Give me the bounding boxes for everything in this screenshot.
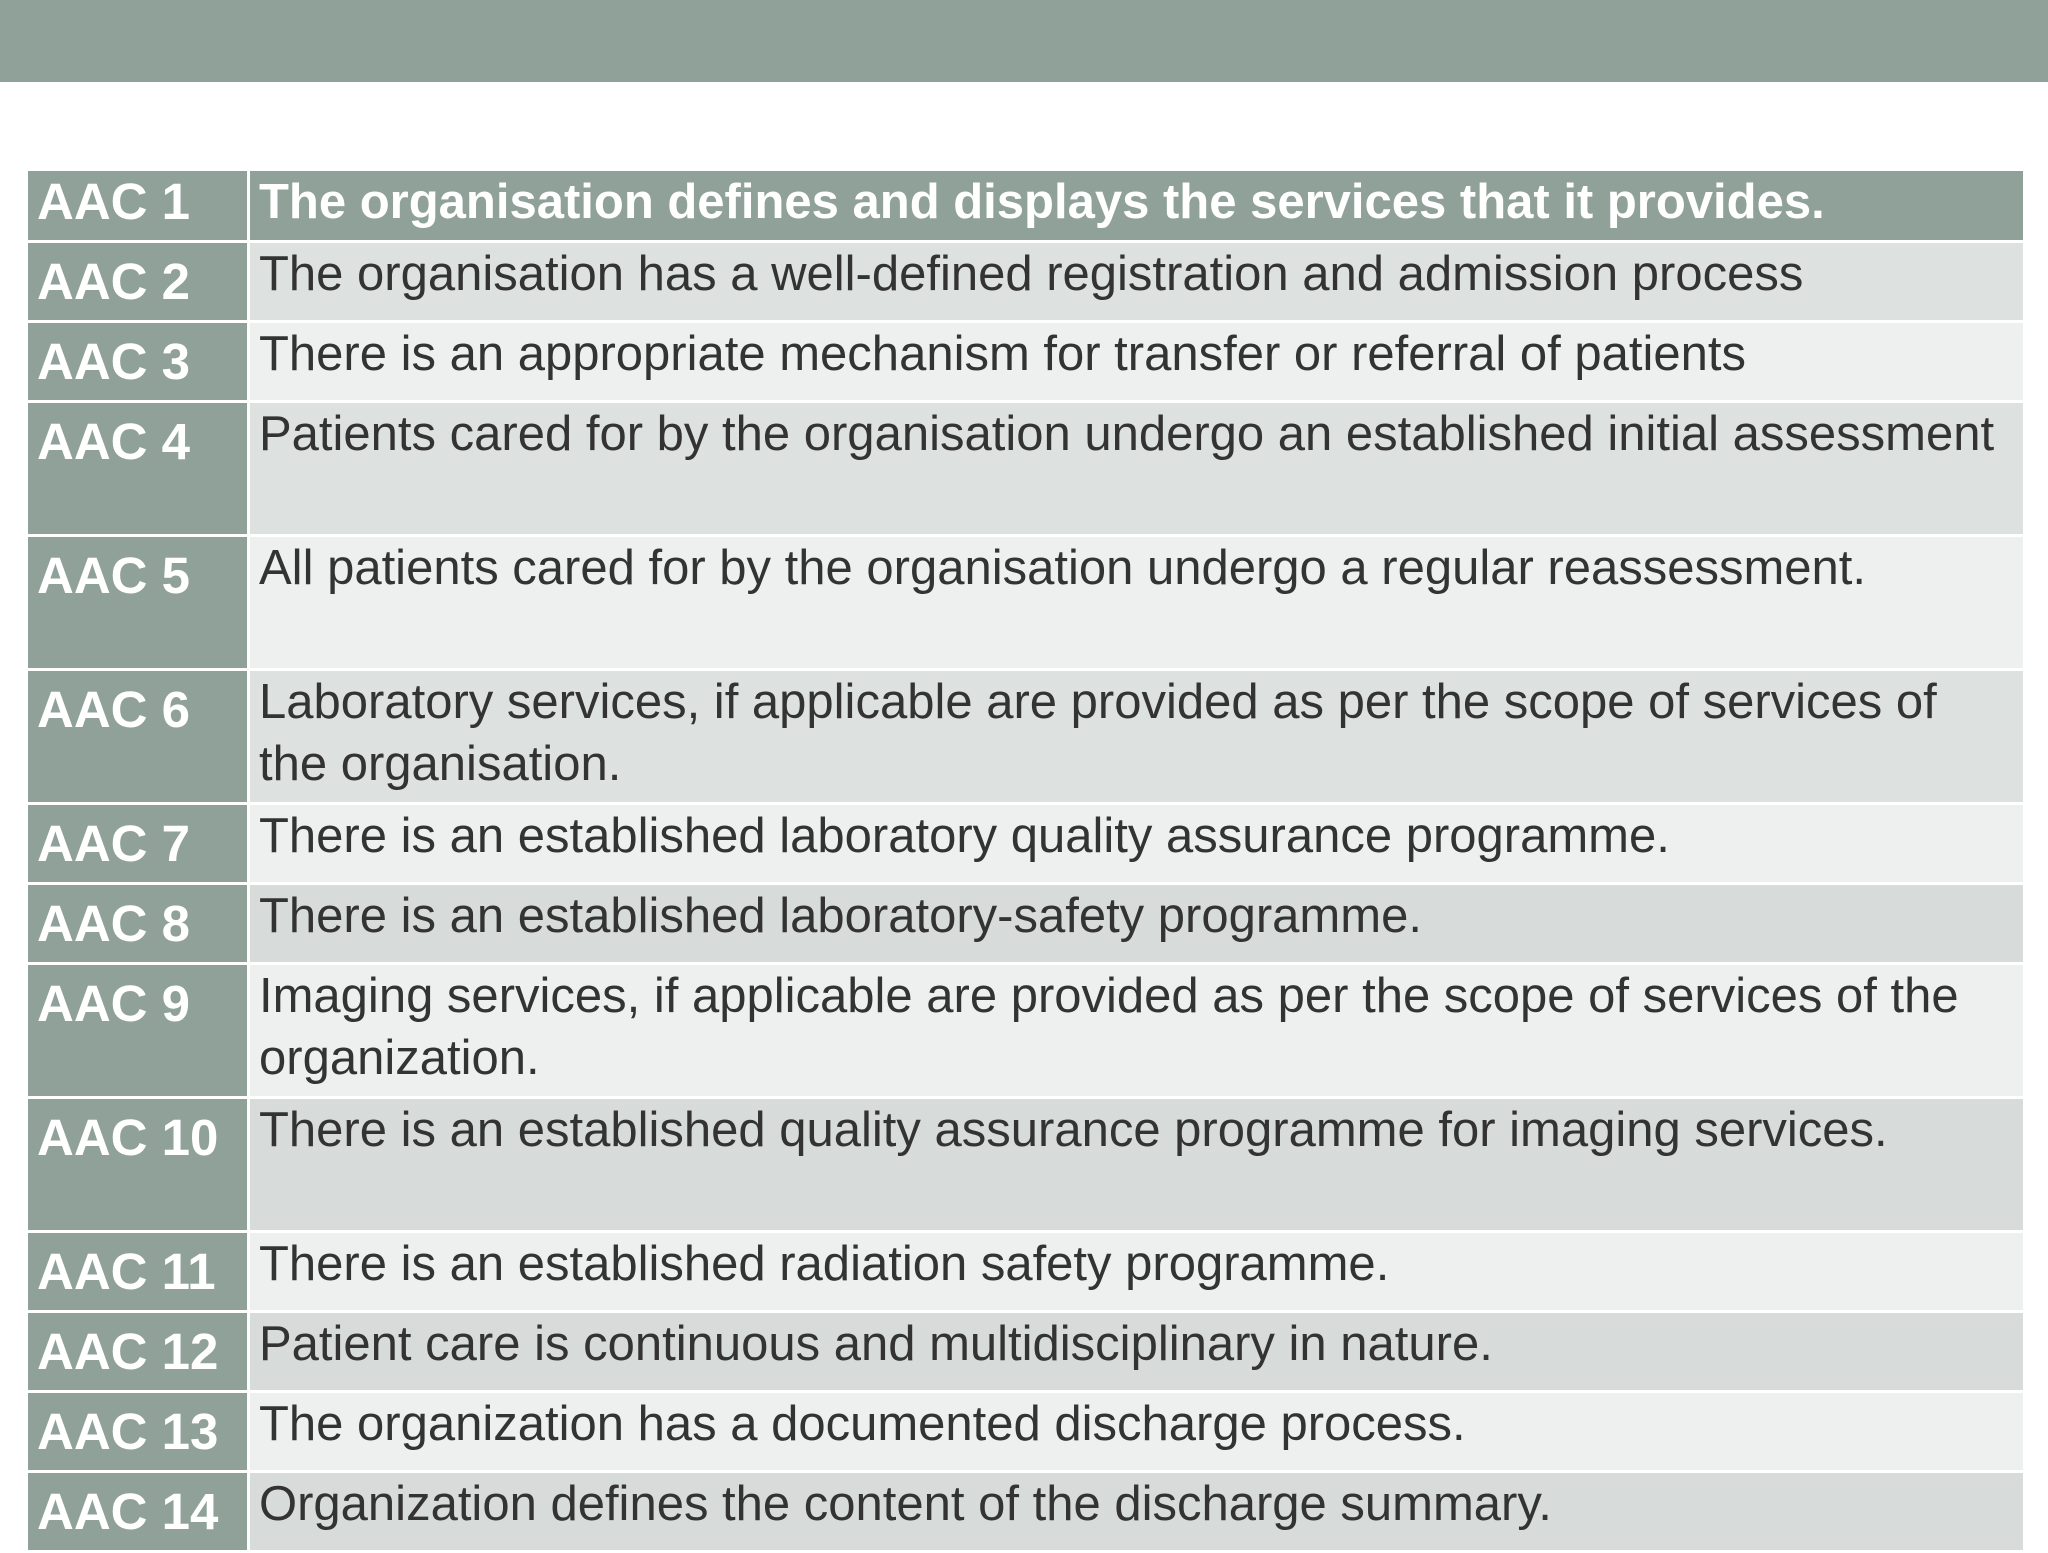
standard-description: Patients cared for by the organisation undergo an established initial assessment <box>249 402 2025 536</box>
standard-code: AAC 10 <box>27 1098 249 1232</box>
standard-description: There is an established radiation safety programme. <box>249 1232 2025 1312</box>
table-row <box>27 670 2025 804</box>
table-row <box>27 884 2025 964</box>
table-row <box>27 536 2025 670</box>
standard-description: Patient care is continuous and multidisciplinary in nature. <box>249 1312 2025 1392</box>
standard-description: All patients cared for by the organisation undergo a regular reassessment. <box>249 536 2025 670</box>
standard-description: Organization defines the content of the discharge summary. <box>249 1472 2025 1552</box>
standard-code: AAC 13 <box>27 1392 249 1472</box>
table-row <box>27 242 2025 322</box>
standards-table <box>25 168 2026 1553</box>
standard-code: AAC 6 <box>27 670 249 804</box>
table-row <box>27 402 2025 536</box>
standard-description: There is an established quality assurance programme for imaging services. <box>249 1098 2025 1232</box>
table-row <box>27 1312 2025 1392</box>
table-row <box>27 1392 2025 1472</box>
standard-description: The organization has a documented discharge process. <box>249 1392 2025 1472</box>
standard-code: AAC 11 <box>27 1232 249 1312</box>
standard-description: There is an established laboratory quality assurance programme. <box>249 804 2025 884</box>
table-row <box>27 804 2025 884</box>
table-row <box>27 1472 2025 1552</box>
standard-code: AAC 3 <box>27 322 249 402</box>
standard-description: There is an appropriate mechanism for transfer or referral of patients <box>249 322 2025 402</box>
table-row <box>27 1098 2025 1232</box>
top-banner <box>0 0 2048 82</box>
table-row <box>27 170 2025 242</box>
standard-code: AAC 12 <box>27 1312 249 1392</box>
standard-description: Imaging services, if applicable are provided as per the scope of services of the organization. <box>249 964 2025 1098</box>
standard-code: AAC 9 <box>27 964 249 1098</box>
standard-description: There is an established laboratory-safety programme. <box>249 884 2025 964</box>
standard-code: AAC 1 <box>27 170 249 242</box>
table-row <box>27 964 2025 1098</box>
table-row <box>27 1232 2025 1312</box>
standard-code: AAC 5 <box>27 536 249 670</box>
standard-description: Laboratory services, if applicable are provided as per the scope of services of the organisation. <box>249 670 2025 804</box>
standard-code: AAC 14 <box>27 1472 249 1552</box>
standard-description: The organisation defines and displays the services that it provides. <box>249 170 2025 242</box>
standard-code: AAC 7 <box>27 804 249 884</box>
standard-description: The organisation has a well-defined registration and admission process <box>249 242 2025 322</box>
standard-code: AAC 2 <box>27 242 249 322</box>
table-row <box>27 322 2025 402</box>
standard-code: AAC 8 <box>27 884 249 964</box>
standard-code: AAC 4 <box>27 402 249 536</box>
